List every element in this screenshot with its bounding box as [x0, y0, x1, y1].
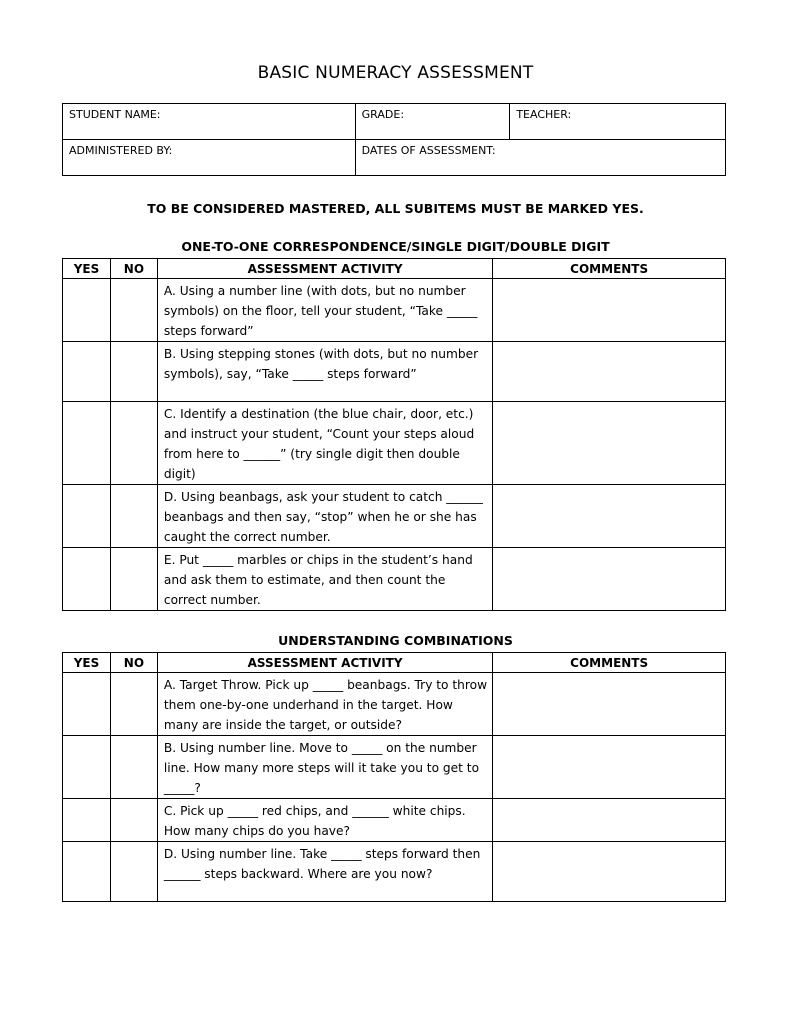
student-name-field[interactable]: STUDENT NAME: — [63, 104, 356, 140]
no-checkbox-cell[interactable] — [110, 279, 157, 342]
table-row — [63, 799, 726, 842]
table-row — [63, 342, 726, 402]
table-row — [63, 736, 726, 799]
yes-checkbox-cell[interactable] — [63, 842, 111, 902]
mastery-notice: TO BE CONSIDERED MASTERED, ALL SUBITEMS MUST BE MARKED YES. — [147, 201, 644, 216]
no-checkbox-cell[interactable] — [110, 548, 157, 611]
no-checkbox-cell[interactable] — [110, 842, 157, 902]
activity-text: D. Using beanbags, ask your student to catch ______ beanbags and then say, “stop” when he or she has caught the correct number. — [157, 485, 492, 548]
yes-checkbox-cell[interactable] — [63, 673, 111, 736]
comments-header: COMMENTS — [493, 653, 726, 673]
section1-table — [62, 258, 726, 611]
comments-cell[interactable] — [493, 842, 726, 902]
comments-cell[interactable] — [493, 736, 726, 799]
dates-of-assessment-field[interactable]: DATES OF ASSESSMENT: — [355, 140, 725, 176]
section2-table — [62, 652, 726, 902]
yes-checkbox-cell[interactable] — [63, 279, 111, 342]
no-header: NO — [110, 259, 157, 279]
comments-cell[interactable] — [493, 673, 726, 736]
table-header-row — [63, 653, 726, 673]
yes-header: YES — [63, 259, 111, 279]
yes-checkbox-cell[interactable] — [63, 402, 111, 485]
yes-checkbox-cell[interactable] — [63, 548, 111, 611]
activity-text: A. Using a number line (with dots, but no number symbols) on the floor, tell your student, “Take _____ steps forward” — [157, 279, 492, 342]
table-row — [63, 402, 726, 485]
yes-checkbox-cell[interactable] — [63, 485, 111, 548]
table-row — [63, 485, 726, 548]
no-checkbox-cell[interactable] — [110, 402, 157, 485]
no-checkbox-cell[interactable] — [110, 799, 157, 842]
no-checkbox-cell[interactable] — [110, 342, 157, 402]
table-row — [63, 548, 726, 611]
activity-text: A. Target Throw. Pick up _____ beanbags. Try to throw them one-by-one underhand in the target. How many are inside the target, or outside? — [157, 673, 492, 736]
comments-cell[interactable] — [493, 279, 726, 342]
activity-header: ASSESSMENT ACTIVITY — [157, 259, 492, 279]
comments-header: COMMENTS — [493, 259, 726, 279]
comments-cell[interactable] — [493, 342, 726, 402]
table-row — [63, 673, 726, 736]
no-checkbox-cell[interactable] — [110, 673, 157, 736]
yes-checkbox-cell[interactable] — [63, 736, 111, 799]
section2-title: UNDERSTANDING COMBINATIONS — [278, 633, 513, 648]
page-title: BASIC NUMERACY ASSESSMENT — [257, 63, 534, 83]
yes-header: YES — [63, 653, 111, 673]
table-header-row — [63, 259, 726, 279]
no-checkbox-cell[interactable] — [110, 736, 157, 799]
comments-cell[interactable] — [493, 485, 726, 548]
yes-checkbox-cell[interactable] — [63, 342, 111, 402]
yes-checkbox-cell[interactable] — [63, 799, 111, 842]
section1-title: ONE-TO-ONE CORRESPONDENCE/SINGLE DIGIT/DOUBLE DIGIT — [181, 239, 610, 254]
teacher-field[interactable]: TEACHER: — [510, 104, 726, 140]
comments-cell[interactable] — [493, 548, 726, 611]
activity-header: ASSESSMENT ACTIVITY — [157, 653, 492, 673]
administered-by-field[interactable]: ADMINISTERED BY: — [63, 140, 356, 176]
comments-cell[interactable] — [493, 402, 726, 485]
activity-text: C. Pick up _____ red chips, and ______ white chips. How many chips do you have? — [157, 799, 492, 842]
activity-text: D. Using number line. Take _____ steps forward then ______ steps backward. Where are you now? — [157, 842, 492, 902]
comments-cell[interactable] — [493, 799, 726, 842]
student-info-table — [62, 103, 726, 176]
grade-field[interactable]: GRADE: — [355, 104, 510, 140]
activity-text: E. Put _____ marbles or chips in the student’s hand and ask them to estimate, and then count the correct number. — [157, 548, 492, 611]
table-row — [63, 279, 726, 342]
no-header: NO — [110, 653, 157, 673]
activity-text: B. Using number line. Move to _____ on the number line. How many more steps will it take you to get to _____? — [157, 736, 492, 799]
table-row — [63, 842, 726, 902]
no-checkbox-cell[interactable] — [110, 485, 157, 548]
activity-text: C. Identify a destination (the blue chair, door, etc.) and instruct your student, “Count your steps aloud from here to ______” (try single digit then double digit) — [157, 402, 492, 485]
activity-text: B. Using stepping stones (with dots, but no number symbols), say, “Take _____ steps forward” — [157, 342, 492, 402]
